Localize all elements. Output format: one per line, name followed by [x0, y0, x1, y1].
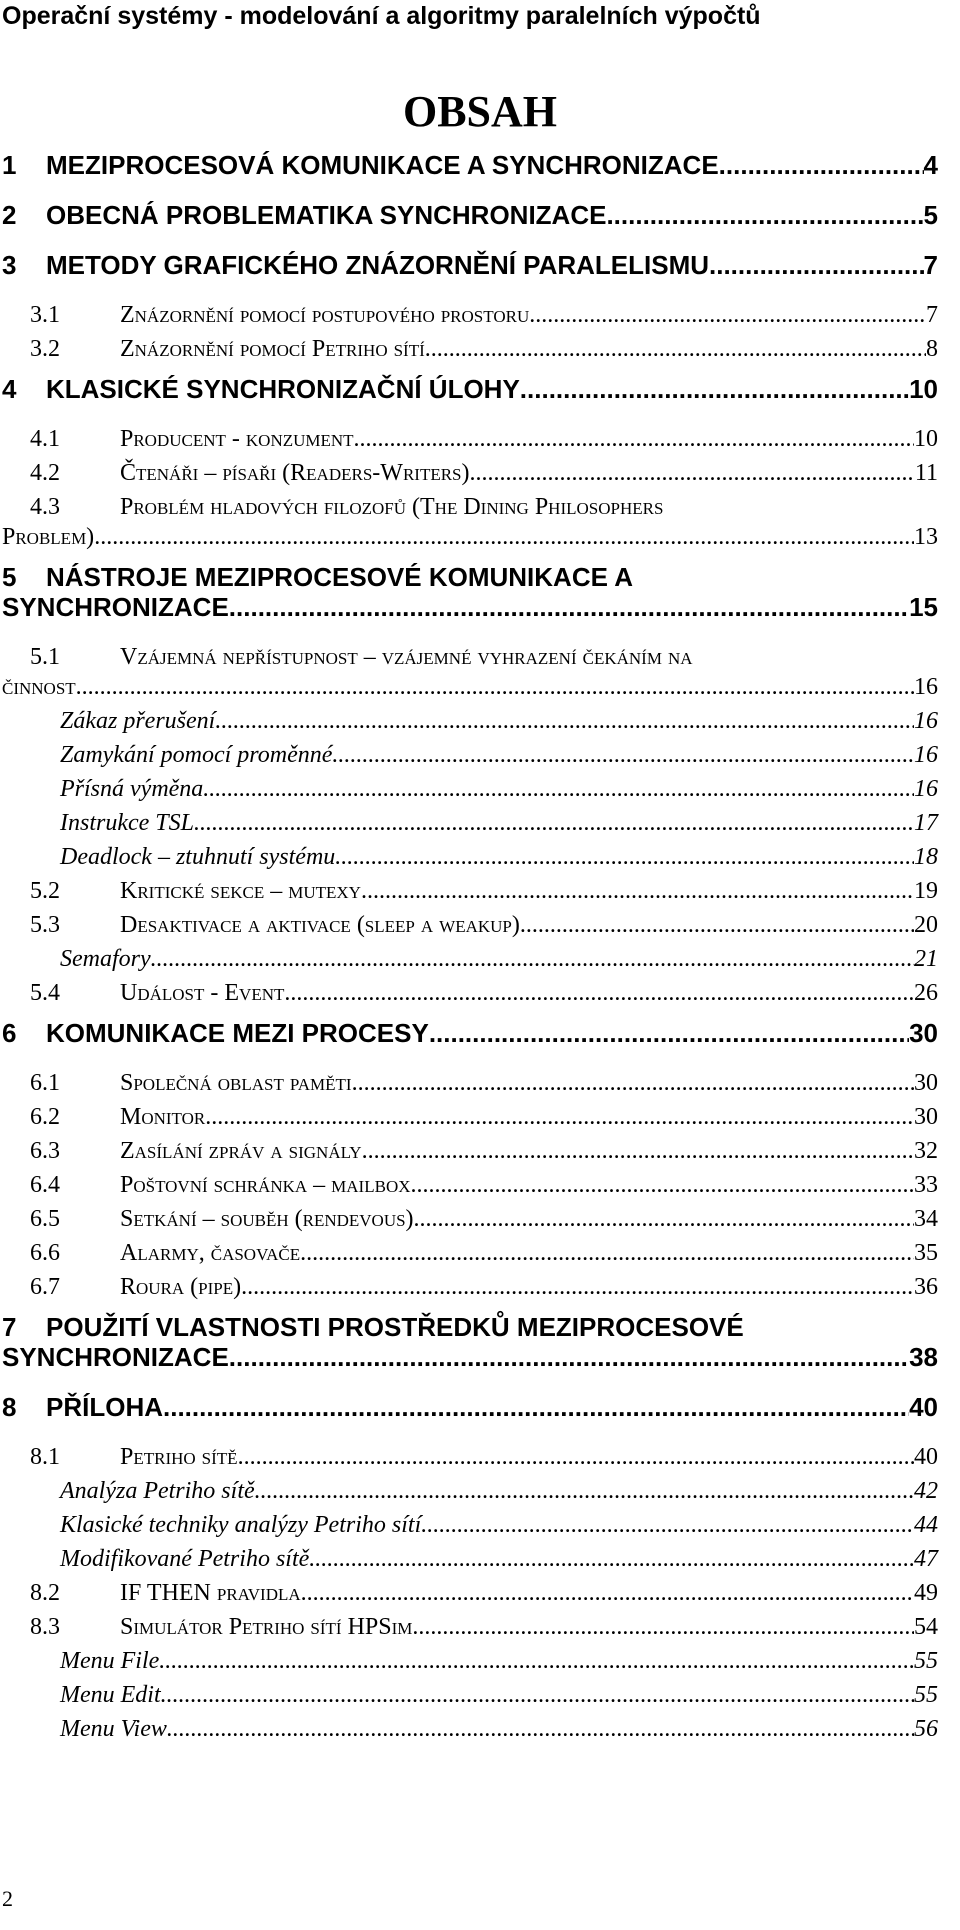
- table-of-contents: [0, 150, 938, 1748]
- toc-entry-level-2[interactable]: [0, 978, 938, 1008]
- toc-entry-line: [0, 1544, 938, 1574]
- toc-entry-line: [0, 1578, 938, 1608]
- toc-entry-page: 7: [923, 250, 938, 280]
- toc-leader-dots: [361, 876, 914, 906]
- toc-entry-title: METODY GRAFICKÉHO ZNÁZORNĚNÍ PARALELISMU: [46, 250, 710, 280]
- toc-entry-line: [0, 642, 938, 672]
- toc-entry-level-3[interactable]: [0, 1680, 938, 1710]
- toc-entry-line: [0, 1680, 938, 1710]
- toc-entry-page: 4: [923, 150, 938, 180]
- toc-entry-line: [0, 1018, 938, 1048]
- toc-entry-title: Klasické techniky analýzy Petriho sítí: [60, 1512, 422, 1538]
- toc-entry-level-1[interactable]: [0, 374, 938, 404]
- toc-entry-title: MEZIPROCESOVÁ KOMUNIKACE A SYNCHRONIZACE: [46, 150, 719, 180]
- toc-entry-line: [0, 978, 938, 1008]
- toc-leader-dots: [338, 740, 914, 770]
- toc-leader-dots: [205, 1102, 914, 1132]
- toc-entry-line: [0, 1170, 938, 1200]
- toc-entry-page: 19: [914, 878, 938, 904]
- toc-entry-level-3[interactable]: [0, 808, 938, 838]
- toc-entry-page: 16: [914, 708, 938, 734]
- toc-entry-title: Producent - konzument: [120, 426, 354, 452]
- toc-entry-number: 5: [2, 562, 17, 592]
- toc-entry-level-3[interactable]: [0, 842, 938, 872]
- toc-entry-page: 18: [914, 844, 938, 870]
- toc-leader-dots: [341, 842, 914, 872]
- toc-leader-dots: [520, 374, 909, 404]
- toc-entry-page: 16: [914, 674, 938, 700]
- toc-entry-title: Menu Edit: [60, 1682, 161, 1708]
- toc-leader-dots: [520, 910, 914, 940]
- toc-entry-page: 40: [914, 1444, 938, 1470]
- toc-entry-line: [0, 592, 938, 622]
- toc-leader-dots: [94, 522, 914, 552]
- toc-entry-line: [0, 250, 938, 280]
- toc-entry-line: [0, 1714, 938, 1744]
- toc-entry-page: 40: [909, 1392, 938, 1422]
- toc-leader-dots: [209, 774, 914, 804]
- toc-entry-title: Deadlock – ztuhnutí systému.: [60, 844, 342, 870]
- toc-leader-dots: [300, 1238, 914, 1268]
- toc-leader-dots: [163, 1392, 909, 1422]
- toc-entry-page: 30: [914, 1070, 938, 1096]
- toc-entry-number: 6.2: [30, 1104, 60, 1130]
- toc-entry-level-1[interactable]: [0, 250, 938, 280]
- toc-entry-page: 21: [914, 946, 938, 972]
- toc-entry-title: Menu File: [60, 1648, 160, 1674]
- toc-heading: OBSAH: [402, 87, 558, 136]
- toc-entry-line: [0, 334, 938, 364]
- toc-entry-title: OBECNÁ PROBLEMATIKA SYNCHRONIZACE: [46, 200, 607, 230]
- toc-entry-title: Alarmy, časovače: [120, 1240, 301, 1266]
- toc-entry-page: 32: [914, 1138, 938, 1164]
- toc-entry-line: [0, 1342, 938, 1372]
- toc-entry-level-1[interactable]: [0, 1312, 938, 1372]
- toc-entry-page: 20: [914, 912, 938, 938]
- toc-entry-page: 47: [914, 1546, 938, 1572]
- toc-entry-title: Poštovní schránka – mailbox: [120, 1172, 411, 1198]
- toc-entry-level-3[interactable]: [0, 1544, 938, 1574]
- toc-leader-dots: [411, 1170, 915, 1200]
- toc-entry-title: Roura (pipe): [120, 1274, 242, 1300]
- toc-entry-level-1[interactable]: [0, 1392, 938, 1422]
- toc-entry-number: 3: [2, 250, 17, 280]
- toc-entry-title: Přísná výměna.: [60, 776, 210, 802]
- toc-entry-page: 56: [914, 1716, 938, 1742]
- toc-entry-number: 4: [2, 374, 17, 404]
- toc-entry-level-3[interactable]: [0, 706, 938, 736]
- toc-entry-line: [0, 842, 938, 872]
- toc-entry-page: 30: [914, 1104, 938, 1130]
- toc-entry-title-continued: Problem): [2, 524, 95, 550]
- toc-entry-level-3[interactable]: [0, 1714, 938, 1744]
- toc-leader-dots: [470, 458, 915, 488]
- toc-leader-dots: [241, 1272, 914, 1302]
- toc-entry-line: [0, 522, 938, 552]
- toc-entry-title: Modifikované Petriho sítě: [60, 1546, 310, 1572]
- toc-leader-dots: [284, 978, 914, 1008]
- toc-entry-level-2[interactable]: [0, 458, 938, 488]
- toc-entry-page: 54: [914, 1614, 938, 1640]
- toc-leader-dots: [429, 1018, 909, 1048]
- toc-entry-title: Zamykání pomocí proměnné.: [60, 742, 339, 768]
- toc-entry-level-2[interactable]: [0, 334, 938, 364]
- toc-entry-line: [0, 1102, 938, 1132]
- toc-entry-line: [0, 740, 938, 770]
- toc-entry-line: [0, 1068, 938, 1098]
- toc-entry-number: 6.1: [30, 1070, 60, 1096]
- toc-leader-dots: [529, 300, 926, 330]
- toc-entry-line: [0, 1612, 938, 1642]
- running-header: Operační systémy - modelování a algoritmy paralelních výpočtů: [2, 2, 761, 30]
- toc-entry-title: Semafory: [60, 946, 151, 972]
- toc-leader-dots: [309, 1544, 914, 1574]
- toc-entry-line: [0, 910, 938, 940]
- toc-entry-page: 35: [914, 1240, 938, 1266]
- toc-entry-level-3[interactable]: [0, 1476, 938, 1506]
- toc-entry-line: [0, 1476, 938, 1506]
- toc-leader-dots: [719, 150, 924, 180]
- toc-entry-title: KLASICKÉ SYNCHRONIZAČNÍ ÚLOHY: [46, 374, 520, 404]
- toc-entry-title: Problém hladových filozofů (The Dining Philosophers: [120, 494, 664, 520]
- toc-entry-title-continued: činnost: [2, 674, 76, 700]
- toc-entry-page: 15: [909, 592, 938, 622]
- toc-entry-title: Čtenáři – písaři (Readers-Writers): [120, 460, 470, 486]
- toc-entry-line: [0, 374, 938, 404]
- toc-entry-level-1[interactable]: [0, 150, 938, 180]
- toc-entry-page: 36: [914, 1274, 938, 1300]
- toc-entry-title: Znázornění pomocí Petriho sítí: [120, 336, 425, 362]
- toc-entry-page: 42: [914, 1478, 938, 1504]
- toc-entry-level-1[interactable]: [0, 1018, 938, 1048]
- toc-entry-number: 5.1: [30, 644, 60, 670]
- toc-entry-number: 3.2: [30, 336, 60, 362]
- toc-entry-level-3[interactable]: [0, 944, 938, 974]
- toc-leader-dots: [194, 808, 914, 838]
- toc-leader-dots: [151, 944, 914, 974]
- toc-entry-level-2[interactable]: [0, 300, 938, 330]
- toc-entry-page: 34: [914, 1206, 938, 1232]
- toc-entry-number: 4.1: [30, 426, 60, 452]
- toc-entry-page: 10: [914, 426, 938, 452]
- toc-entry-line: [0, 458, 938, 488]
- toc-entry-level-3[interactable]: [0, 1510, 938, 1540]
- toc-leader-dots: [412, 1612, 914, 1642]
- toc-entry-line: [0, 944, 938, 974]
- toc-entry-page: 55: [914, 1682, 938, 1708]
- toc-leader-dots: [255, 1476, 914, 1506]
- toc-entry-title: Společná oblast paměti: [120, 1070, 352, 1096]
- toc-entry-line: [0, 1646, 938, 1676]
- toc-entry-page: 7: [926, 302, 938, 328]
- toc-entry-level-3[interactable]: [0, 774, 938, 804]
- toc-entry-title: Menu View: [60, 1716, 167, 1742]
- toc-entry-page: 55: [914, 1648, 938, 1674]
- toc-leader-dots: [709, 250, 924, 280]
- toc-entry-title: Petriho sítě: [120, 1444, 238, 1470]
- toc-entry-page: 10: [909, 374, 938, 404]
- toc-entry-number: 4.2: [30, 460, 60, 486]
- toc-entry-title: Setkání – souběh (rendevous): [120, 1206, 414, 1232]
- toc-entry-line: [0, 300, 938, 330]
- toc-entry-line: [0, 808, 938, 838]
- toc-entry-number: 3.1: [30, 302, 60, 328]
- toc-leader-dots: [362, 1136, 914, 1166]
- toc-entry-line: [0, 1238, 938, 1268]
- toc-entry-title: IF THEN pravidla: [120, 1580, 301, 1606]
- toc-entry-line: [0, 200, 938, 230]
- toc-entry-line: [0, 424, 938, 454]
- toc-entry-title: POUŽITÍ VLASTNOSTI PROSTŘEDKŮ MEZIPROCESOVÉ: [46, 1312, 744, 1342]
- toc-entry-level-1[interactable]: [0, 562, 938, 622]
- toc-entry-level-2[interactable]: [0, 910, 938, 940]
- toc-entry-line: [0, 672, 938, 702]
- toc-entry-page: 16: [914, 742, 938, 768]
- toc-leader-dots: [421, 1510, 914, 1540]
- toc-entry-number: 6.7: [30, 1274, 60, 1300]
- toc-entry-level-3[interactable]: [0, 1646, 938, 1676]
- toc-entry-level-2[interactable]: [0, 1170, 938, 1200]
- toc-entry-page: 30: [909, 1018, 938, 1048]
- toc-entry-title: Kritické sekce – mutexy: [120, 878, 361, 904]
- toc-entry-page: 8: [926, 336, 938, 362]
- toc-entry-page: 44: [914, 1512, 938, 1538]
- toc-entry-line: [0, 1204, 938, 1234]
- toc-leader-dots: [76, 672, 914, 702]
- toc-entry-title: Analýza Petriho sítě: [60, 1478, 255, 1504]
- toc-leader-dots: [414, 1204, 914, 1234]
- toc-entry-number: 2: [2, 200, 17, 230]
- toc-entry-level-2[interactable]: [0, 642, 938, 702]
- toc-leader-dots: [606, 200, 923, 230]
- toc-leader-dots: [229, 1342, 909, 1372]
- toc-entry-line: [0, 1392, 938, 1422]
- toc-entry-level-3[interactable]: [0, 740, 938, 770]
- toc-entry-line: [0, 562, 938, 592]
- toc-leader-dots: [354, 424, 914, 454]
- toc-leader-dots: [221, 706, 914, 736]
- toc-leader-dots: [167, 1714, 914, 1744]
- toc-entry-page: 17: [914, 810, 938, 836]
- toc-entry-number: 6.4: [30, 1172, 60, 1198]
- toc-entry-level-2[interactable]: [0, 1442, 938, 1472]
- toc-leader-dots: [159, 1646, 914, 1676]
- toc-entry-line: [0, 1136, 938, 1166]
- toc-entry-number: 7: [2, 1312, 17, 1342]
- toc-entry-line: [0, 1510, 938, 1540]
- toc-entry-page: 16: [914, 776, 938, 802]
- toc-entry-title: Desaktivace a aktivace (sleep a weakup): [120, 912, 520, 938]
- toc-leader-dots: [229, 592, 909, 622]
- toc-entry-level-2[interactable]: [0, 492, 938, 552]
- toc-entry-title: Monitor: [120, 1104, 206, 1130]
- toc-entry-title: KOMUNIKACE MEZI PROCESY: [46, 1018, 429, 1048]
- toc-entry-number: 8: [2, 1392, 17, 1422]
- page-number: 2: [2, 1886, 13, 1911]
- toc-entry-number: 5.4: [30, 980, 60, 1006]
- toc-entry-number: 6: [2, 1018, 17, 1048]
- toc-entry-page: 11: [914, 460, 938, 486]
- toc-entry-number: 6.5: [30, 1206, 60, 1232]
- toc-entry-line: [0, 1442, 938, 1472]
- toc-entry-line: [0, 1312, 938, 1342]
- toc-leader-dots: [425, 334, 926, 364]
- toc-leader-dots: [161, 1680, 914, 1710]
- toc-entry-line: [0, 706, 938, 736]
- toc-entry-page: 49: [914, 1580, 938, 1606]
- toc-entry-number: 8.1: [30, 1444, 60, 1470]
- toc-entry-level-2[interactable]: [0, 1612, 938, 1642]
- toc-entry-title: Znázornění pomocí postupového prostoru: [120, 302, 530, 328]
- toc-entry-page: 38: [909, 1342, 938, 1372]
- toc-entry-level-2[interactable]: [0, 424, 938, 454]
- toc-entry-title: Vzájemná nepřístupnost – vzájemné vyhrazení čekáním na: [120, 644, 693, 670]
- toc-entry-number: 1: [2, 150, 17, 180]
- toc-entry-title: Simulátor Petriho sítí HPSim: [120, 1614, 413, 1640]
- toc-entry-page: 13: [914, 524, 938, 550]
- toc-entry-line: [0, 150, 938, 180]
- toc-entry-number: 6.3: [30, 1138, 60, 1164]
- toc-entry-title: Událost - Event: [120, 980, 285, 1006]
- toc-entry-level-2[interactable]: [0, 1068, 938, 1098]
- toc-entry-title: Zákaz přerušení.: [60, 708, 222, 734]
- toc-entry-number: 8.3: [30, 1614, 60, 1640]
- toc-entry-level-1[interactable]: [0, 200, 938, 230]
- toc-entry-level-2[interactable]: [0, 1238, 938, 1268]
- toc-entry-level-2[interactable]: [0, 876, 938, 906]
- toc-leader-dots: [238, 1442, 914, 1472]
- toc-entry-line: [0, 876, 938, 906]
- toc-entry-title: Zasílání zpráv a signály: [120, 1138, 362, 1164]
- toc-entry-level-2[interactable]: [0, 1102, 938, 1132]
- toc-entry-level-2[interactable]: [0, 1272, 938, 1302]
- toc-entry-line: [0, 774, 938, 804]
- toc-entry-title-continued: SYNCHRONIZACE: [2, 1342, 229, 1372]
- toc-leader-dots: [352, 1068, 914, 1098]
- toc-entry-line: [0, 492, 938, 522]
- toc-entry-title: PŘÍLOHA: [46, 1392, 163, 1422]
- toc-entry-page: 26: [914, 980, 938, 1006]
- toc-entry-number: 4.3: [30, 494, 60, 520]
- toc-entry-number: 5.2: [30, 878, 60, 904]
- toc-entry-number: 5.3: [30, 912, 60, 938]
- toc-entry-number: 8.2: [30, 1580, 60, 1606]
- toc-leader-dots: [301, 1578, 914, 1608]
- toc-entry-title-continued: SYNCHRONIZACE: [2, 592, 229, 622]
- toc-entry-level-2[interactable]: [0, 1578, 938, 1608]
- toc-entry-page: 33: [914, 1172, 938, 1198]
- toc-entry-line: [0, 1272, 938, 1302]
- toc-entry-title: NÁSTROJE MEZIPROCESOVÉ KOMUNIKACE A: [46, 562, 633, 592]
- toc-entry-title: Instrukce TSL: [60, 810, 194, 836]
- toc-entry-level-2[interactable]: [0, 1204, 938, 1234]
- toc-entry-number: 6.6: [30, 1240, 60, 1266]
- toc-entry-page: 5: [923, 200, 938, 230]
- toc-entry-level-2[interactable]: [0, 1136, 938, 1166]
